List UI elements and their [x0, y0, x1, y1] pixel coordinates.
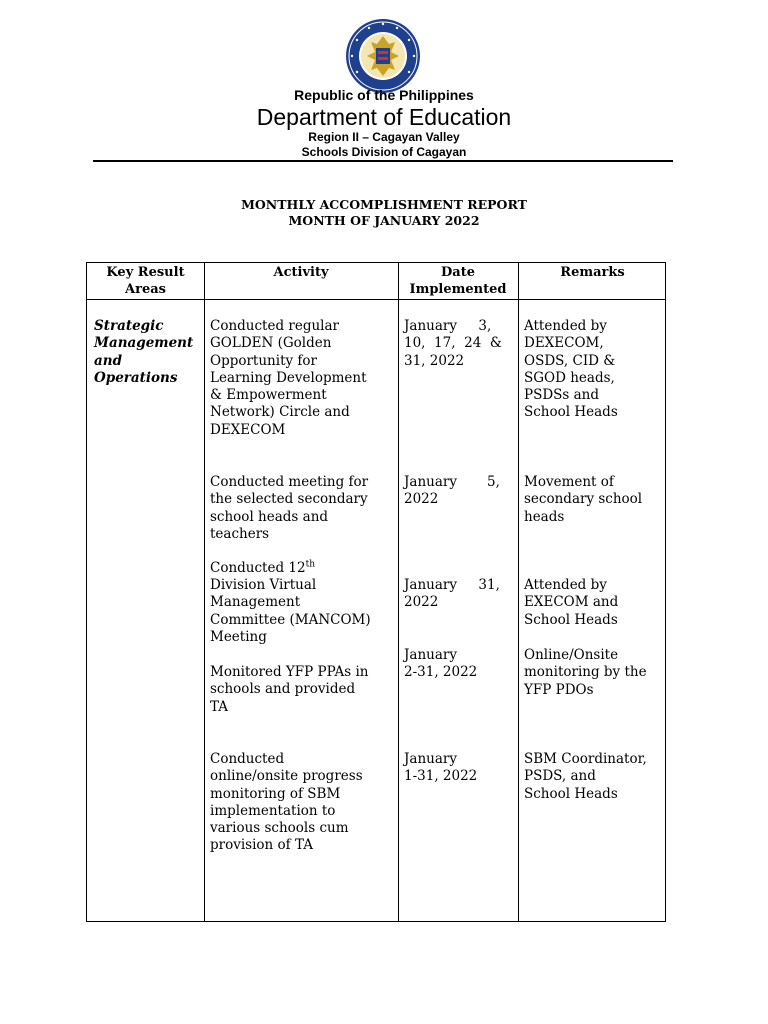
report-month: MONTH OF JANUARY 2022 [288, 213, 480, 228]
region-line: Region II – Cagayan Valley [308, 130, 460, 144]
activity-prefix: Conducted 12 [210, 560, 306, 576]
col-header-kra: Key Result Areas [106, 265, 185, 297]
remarks-cell: Attended by EXECOM and School Heads [524, 577, 619, 628]
activity-cell: Conducted online/onsite progress monitoring of SBM implementation to various schools cum provision of TA [210, 751, 363, 854]
activity-cell: Conducted meeting for the selected secondary school heads and teachers [210, 474, 369, 542]
header-divider [93, 160, 673, 162]
column-divider [204, 263, 205, 921]
date-cell: January 3, 10, 17, 24 & 31, 2022 [404, 318, 502, 369]
activity-cell: Monitored YFP PPAs in schools and provided TA [210, 664, 369, 715]
activity-cell-mancom-heading [210, 560, 315, 577]
date-cell: January 31, 2022 [404, 577, 500, 611]
header-row-divider [87, 299, 665, 300]
col-header-remarks: Remarks [560, 265, 625, 280]
column-divider [518, 263, 519, 921]
remarks-cell: SBM Coordinator, PSDS, and School Heads [524, 751, 647, 802]
activity-cell: Division Virtual Management Committee (MANCOM) Meeting [210, 577, 371, 645]
remarks-cell: Online/Onsite monitoring by the YFP PDOs [524, 647, 647, 698]
deped-seal-logo [345, 18, 421, 94]
col-header-date: Date Implemented [409, 265, 507, 297]
activity-cell: Conducted regular GOLDEN (Golden Opportunity for Learning Development & Empowerment Network) Circle and DEXECOM [210, 318, 367, 438]
date-cell: January 5, 2022 [404, 474, 500, 508]
col-header-activity: Activity [273, 265, 329, 280]
ordinal-suffix: th [305, 559, 315, 570]
column-divider [398, 263, 399, 921]
accomplishment-table [86, 262, 666, 922]
department-name: Department of Education [256, 104, 512, 130]
republic-line: Republic of the Philippines [294, 87, 474, 103]
division-line: Schools Division of Cagayan [301, 145, 467, 159]
report-title: MONTHLY ACCOMPLISHMENT REPORT [241, 197, 527, 212]
date-cell: January 1-31, 2022 [404, 751, 478, 785]
key-result-area: Strategic Management and Operations [94, 318, 194, 386]
remarks-cell: Attended by DEXECOM, OSDS, CID & SGOD heads, PSDSs and School Heads [524, 318, 618, 421]
date-cell: January 2-31, 2022 [404, 647, 478, 681]
remarks-cell: Movement of secondary school heads [524, 474, 643, 525]
